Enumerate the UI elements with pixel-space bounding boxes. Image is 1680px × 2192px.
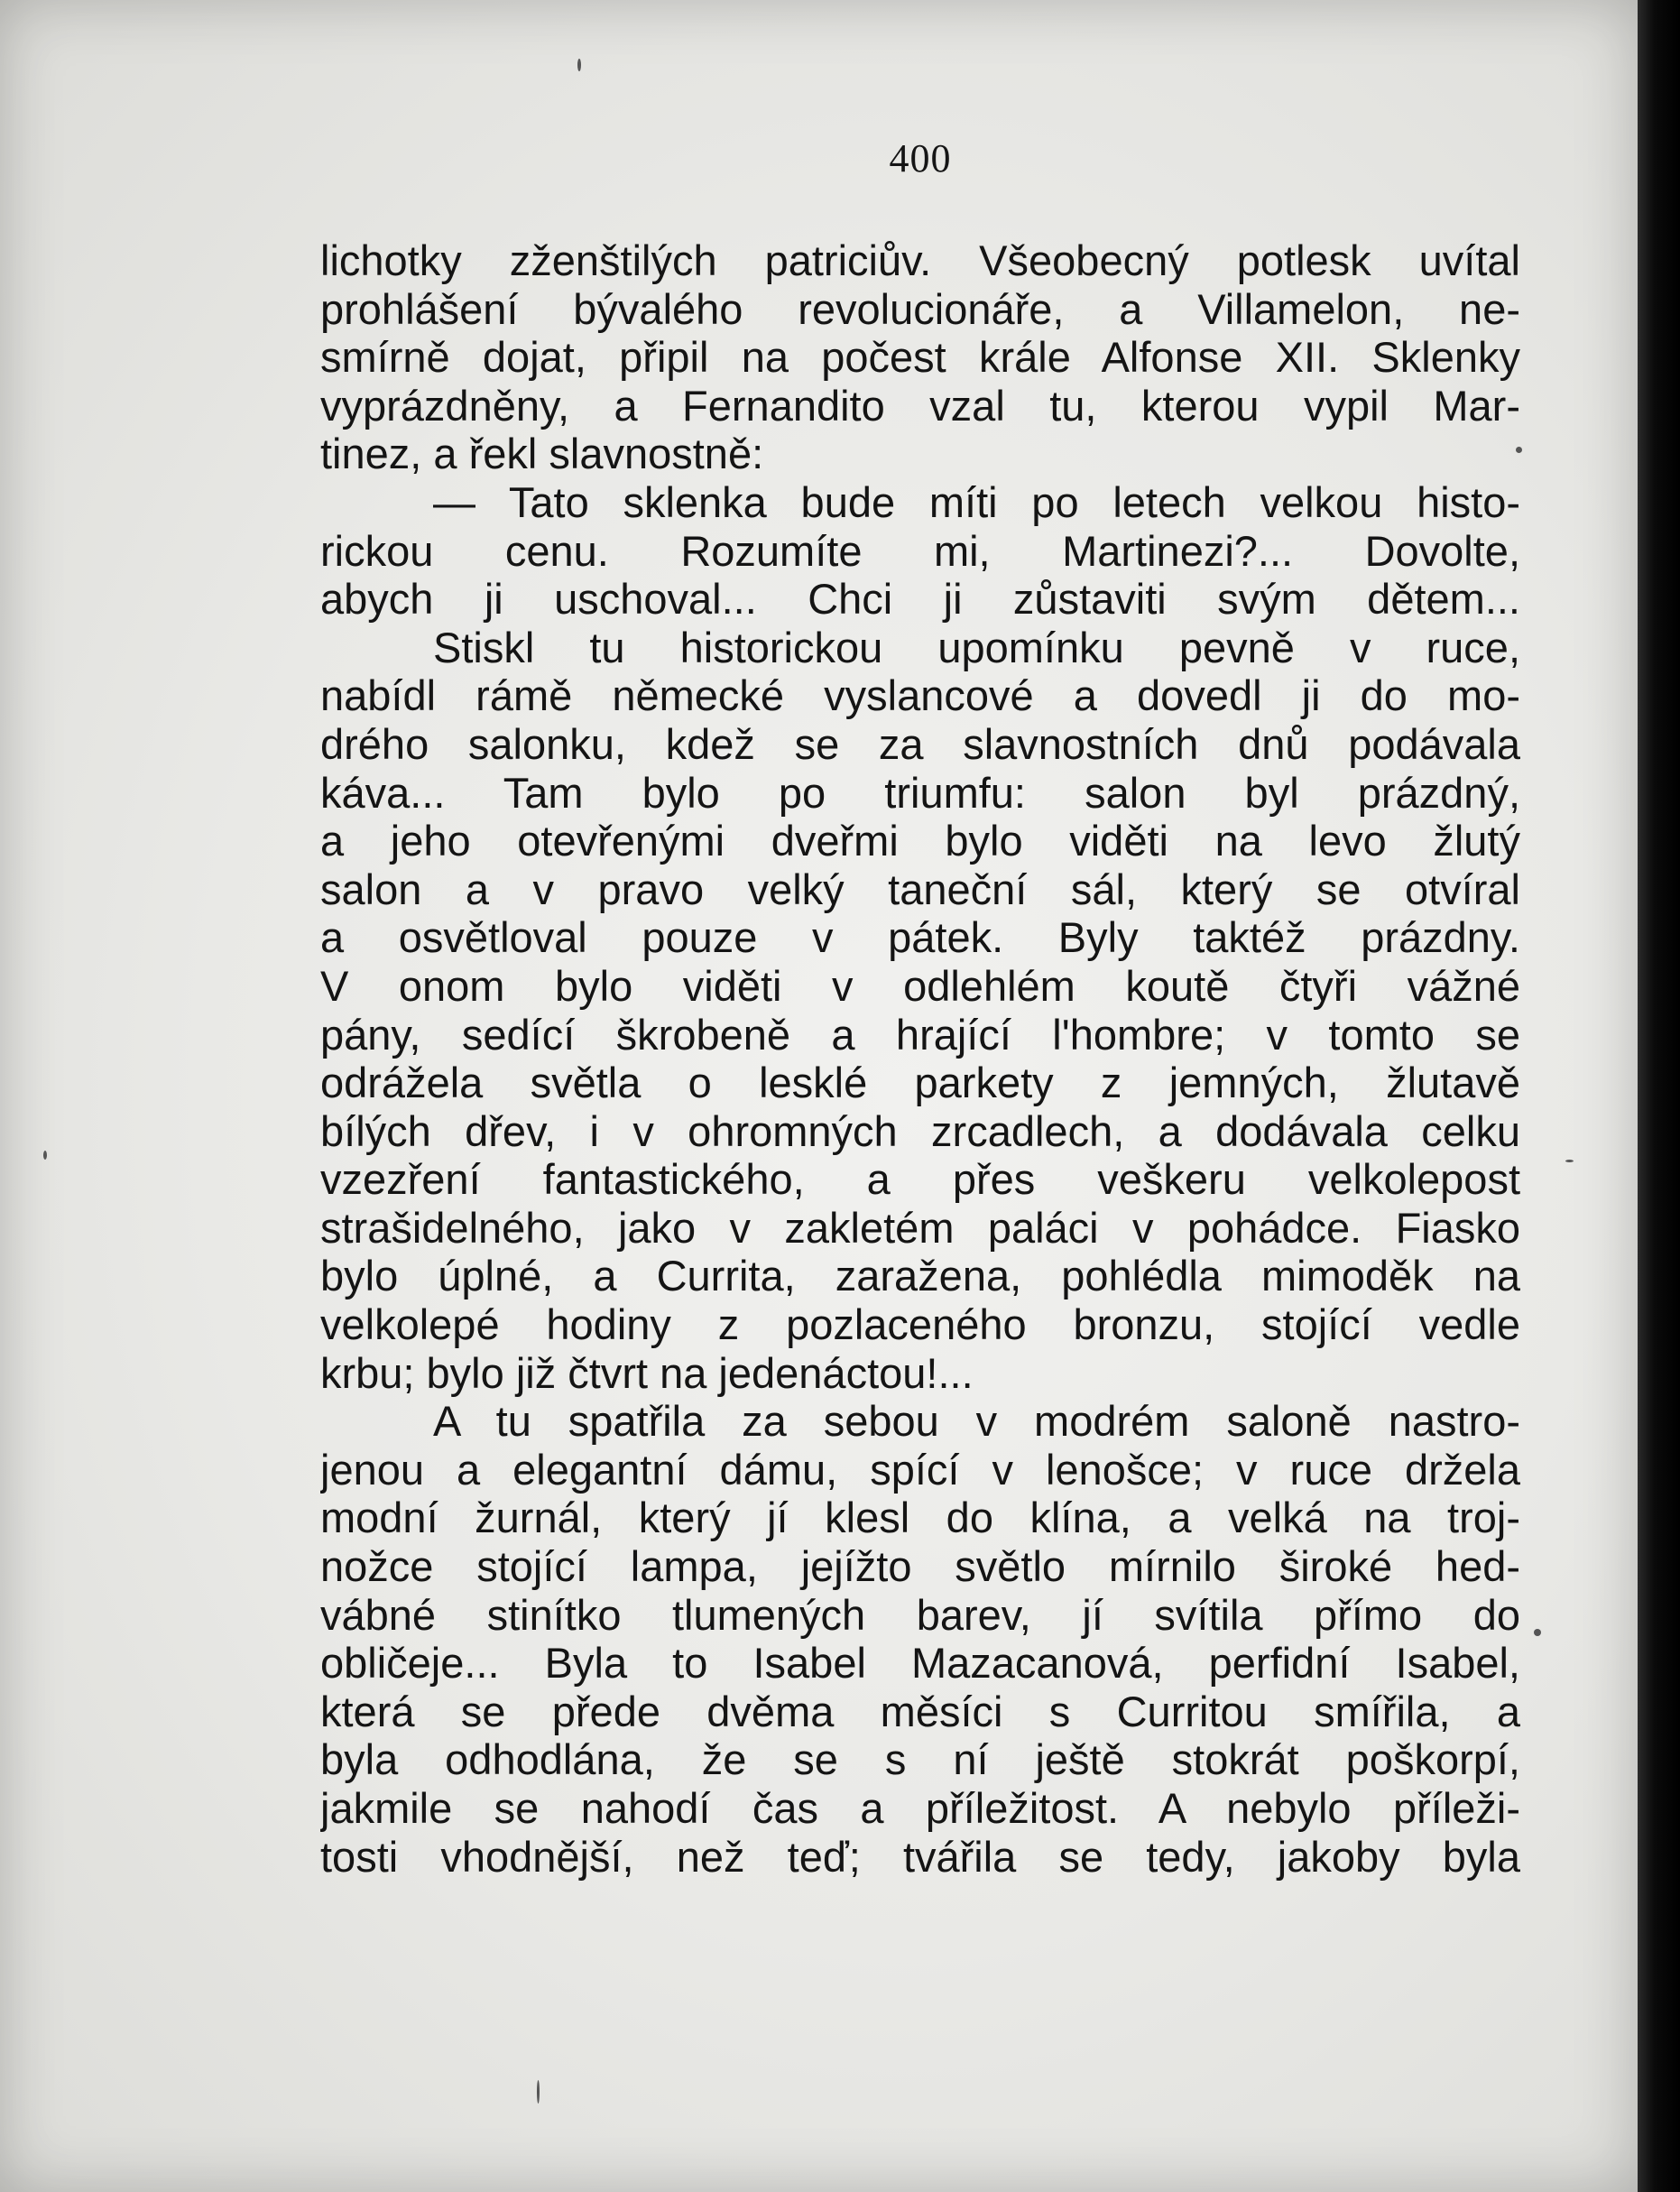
text-line: smírně dojat, připil na počest krále Alfonse XII. Sklenky [320,333,1520,382]
paper-speck [577,59,581,71]
text-line: bílých dřev, i v ohromných zrcadlech, a dodávala celku [320,1106,1520,1155]
text-line: krbu; bylo již čtvrt na jedenáctou!... [320,1348,974,1397]
page-edge-shadow [1638,0,1680,2192]
text-line: obličeje... Byla to Isabel Mazacanová, perfidní Isabel, [320,1639,1520,1688]
text-line: byla odhodlána, že se s ní ještě stokrát poškorpí, [320,1735,1520,1784]
text-line: jenou a elegantní dámu, spící v lenošce; v ruce držela [320,1445,1520,1494]
text-line: a jeho otevřenými dveřmi bylo viděti na levo žlutý [320,817,1520,865]
text-line: a osvětloval pouze v pátek. Byly taktéž prázdny. [320,913,1520,962]
text-line: rickou cenu. Rozumíte mi, Martinezi?... Dovolte, [320,526,1520,575]
text-line: lichotky zženštilých patriciův. Všeobecný potlesk uvítal [320,236,1520,284]
text-line: abych ji uschoval... Chci ji zůstaviti svým dětem... [320,575,1520,624]
text-line: která se přede dvěma měsíci s Curritou smířila, a [320,1687,1520,1735]
text-line: pány, sedící škrobeně a hrající l'hombre; v tomto se [320,1010,1520,1059]
text-line: prohlášení bývalého revolucionáře, a Villamelon, ne- [320,284,1520,333]
paper-speck [43,1151,47,1160]
text-line: bylo úplné, a Currita, zaražena, pohlédla mimoděk na [320,1252,1520,1300]
text-line: tosti vhodnější, než teď; tvářila se tedy, jakoby byla [320,1832,1520,1881]
body-text [320,236,1520,1881]
text-line: vábné stinítko tlumených barev, jí svítila přímo do [320,1590,1520,1639]
text-line: salon a v pravo velký taneční sál, který se otvíral [320,865,1520,913]
text-line: odrážela světla o lesklé parkety z jemných, žlutavě [320,1059,1520,1107]
text-line: strašidelného, jako v zakletém paláci v pohádce. Fiasko [320,1203,1520,1252]
text-line: — Tato sklenka bude míti po letech velkou histo- [433,477,1520,526]
text-line: A tu spatřila za sebou v modrém saloně nastro- [433,1397,1520,1446]
paper-speck [1565,1160,1574,1162]
text-line: káva... Tam bylo po triumfu: salon byl prázdný, [320,768,1520,817]
text-line: vyprázdněny, a Fernandito vzal tu, kterou vypil Mar- [320,381,1520,430]
text-line: vzezření fantastického, a přes veškeru velkolepost [320,1155,1520,1204]
paper-speck [537,2080,540,2104]
page-number: 400 [889,136,952,180]
text-line: Stiskl tu historickou upomínku pevně v ruce, [433,623,1520,671]
text-line: velkolepé hodiny z pozlaceného bronzu, stojící vedle [320,1300,1520,1349]
text-line: nabídl rámě německé vyslancové a dovedl ji do mo- [320,671,1520,720]
paper-speck [1534,1629,1541,1636]
text-line: modní žurnál, který jí klesl do klína, a velká na troj- [320,1494,1520,1542]
text-line: tinez, a řekl slavnostně: [320,430,764,478]
text-line: nožce stojící lampa, jejížto světlo mírnilo široké hed- [320,1542,1520,1591]
text-line: jakmile se nahodí čas a příležitost. A nebylo příleži- [320,1784,1520,1832]
text-line: drého salonku, kdež se za slavnostních dnů podávala [320,719,1520,768]
paper-speck [1516,447,1522,453]
text-line: V onom bylo viděti v odlehlém koutě čtyři vážné [320,961,1520,1010]
